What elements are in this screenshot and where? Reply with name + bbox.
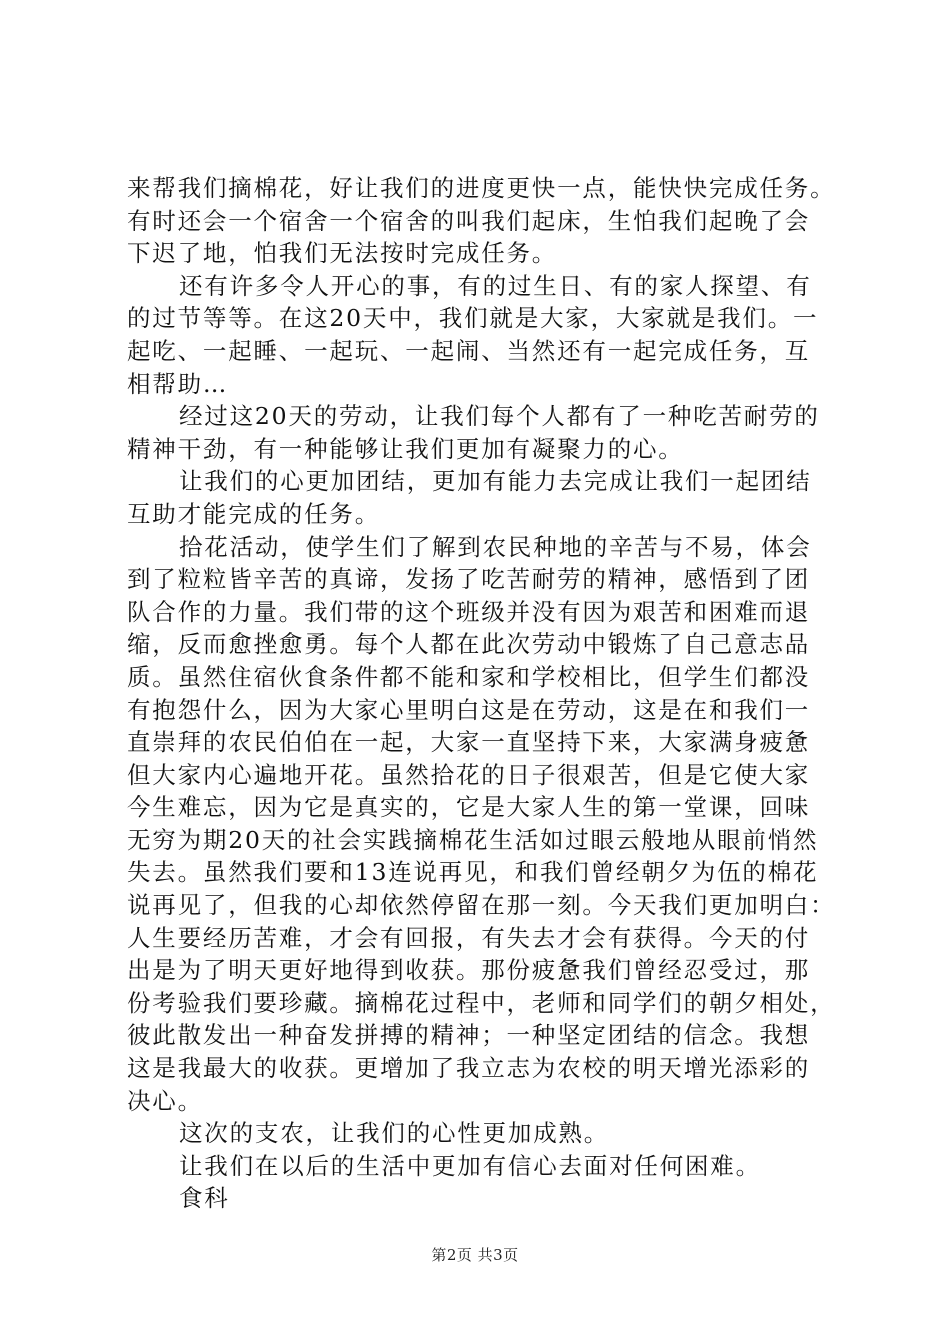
text-line: 今生难忘，因为它是真实的，它是大家人生的第一堂课，回味 xyxy=(127,793,811,822)
text-line: 直崇拜的农民伯伯在一起，大家一直坚持下来，大家满身疲惫 xyxy=(127,728,811,757)
text-line: 这是我最大的收获。更增加了我立志为农校的明天增光添彩的 xyxy=(127,1054,811,1083)
text-line: 有抱怨什么，因为大家心里明白这是在劳动，这是在和我们一 xyxy=(127,695,811,724)
paragraph-start-line: 经过这20天的劳动，让我们每个人都有了一种吃苦耐劳的 xyxy=(179,402,820,431)
paragraph-start-line: 这次的支农，让我们的心性更加成熟。 xyxy=(179,1119,610,1148)
text-line: 人生要经历苦难，才会有回报，有失去才会有获得。今天的付 xyxy=(127,923,811,952)
text-line: 质。虽然住宿伙食条件都不能和家和学校相比，但学生们都没 xyxy=(127,662,811,691)
text-line: 决心。 xyxy=(127,1086,203,1115)
document-body xyxy=(127,172,836,1215)
text-line: 精神干劲，有一种能够让我们更加有凝聚力的心。 xyxy=(127,434,684,463)
paragraph-start-line: 让我们在以后的生活中更加有信心去面对任何困难。 xyxy=(179,1151,761,1180)
text-line: 缩，反而愈挫愈勇。每个人都在此次劳动中锻炼了自己意志品 xyxy=(127,630,811,659)
text-line: 无穷为期20天的社会实践摘棉花生活如过眼云般地从眼前悄然 xyxy=(127,825,819,854)
text-line: 失去。虽然我们要和13连说再见，和我们曾经朝夕为伍的棉花 xyxy=(127,858,819,887)
text-line: 相帮助… xyxy=(127,369,229,398)
paragraph-start-line: 还有许多令人开心的事，有的过生日、有的家人探望、有 xyxy=(179,271,812,300)
text-line: 起吃、一起睡、一起玩、一起闹、当然还有一起完成任务，互 xyxy=(127,336,811,365)
paragraph-start-line: 拾花活动，使学生们了解到农民种地的辛苦与不易，体会 xyxy=(179,532,812,561)
signature-line: 食科 xyxy=(179,1184,230,1213)
text-line: 的过节等等。在这20天中，我们就是大家，大家就是我们。一 xyxy=(127,304,819,333)
text-line: 份考验我们要珍藏。摘棉花过程中，老师和同学们的朝夕相处， xyxy=(127,988,836,1017)
text-line: 到了粒粒皆辛苦的真谛，发扬了吃苦耐劳的精神，感悟到了团 xyxy=(127,565,811,594)
page-number-footer: 第2页 共3页 xyxy=(431,1246,519,1264)
paragraph-start-line: 让我们的心更加团结，更加有能力去完成让我们一起团结 xyxy=(179,467,812,496)
text-line: 互助才能完成的任务。 xyxy=(127,499,380,528)
text-line: 出是为了明天更好地得到收获。那份疲惫我们曾经忍受过，那 xyxy=(127,956,811,985)
text-line: 彼此散发出一种奋发拼搏的精神；一种坚定团结的信念。我想 xyxy=(127,1021,811,1050)
text-line: 下迟了地，怕我们无法按时完成任务。 xyxy=(127,239,558,268)
text-line: 有时还会一个宿舍一个宿舍的叫我们起床，生怕我们起晚了会 xyxy=(127,206,811,235)
text-line: 来帮我们摘棉花，好让我们的进度更快一点，能快快完成任务。 xyxy=(127,174,836,202)
text-line: 说再见了，但我的心却依然停留在那一刻。今天我们更加明白： xyxy=(127,891,836,920)
text-line: 队合作的力量。我们带的这个班级并没有因为艰苦和困难而退 xyxy=(127,597,811,626)
text-line: 但大家内心遍地开花。虽然拾花的日子很艰苦，但是它使大家 xyxy=(127,760,811,789)
